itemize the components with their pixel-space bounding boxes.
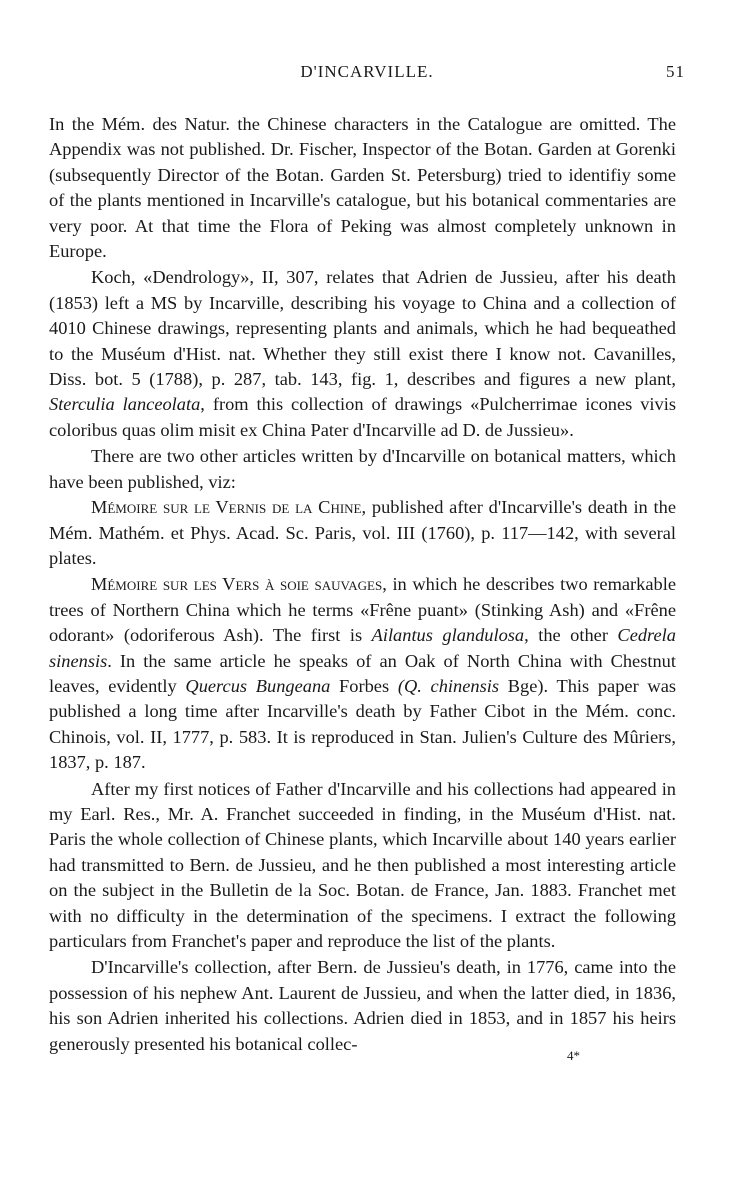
species-ailantus: Ailantus glandulosa: [371, 625, 525, 646]
paragraph-5-text-d: Forbes: [330, 675, 398, 696]
paragraph-5-text-c: . In the same article he speaks of an Oak of North China with Chestnut leaves, evidently: [49, 650, 676, 696]
paragraph-7: D'Incarville's collection, after Bern. de Jussieu's death, in 1776, came into the possession of his nephew Ant. Laurent de Jussieu, and when the latter died, in 1836, his son Adrien inherited his collections. Adrien died in 1853, and in 1857 his heirs generously presented his botanical collec-: [49, 957, 676, 1054]
paragraph-2: [49, 265, 676, 443]
paragraph-5-text-e: Bge). This paper was published a long time after Incarville's death by Father Cibot in the Mém. conc. Chinois, vol. II, 1777, p. 583. It is reproduced in Stan. Julien's Culture des Mûriers, 1837, p. 187.: [49, 675, 677, 773]
species-sterculia: Sterculia lanceolata: [49, 394, 201, 415]
paragraph-3: There are two other articles written by d'Incarville on botanical matters, which have been published, viz:: [49, 446, 676, 492]
memoire-vernis-title: Mémoire sur le Vernis de la Chine: [91, 497, 362, 518]
signature-mark: 4*: [567, 1048, 580, 1063]
species-quercus-bungeana: Quercus Bungeana: [185, 675, 331, 696]
memoire-vers-title: Mémoire sur les Vers à soie sauvages: [91, 574, 383, 595]
running-title-rest: NCARVILLE.: [324, 62, 434, 81]
paragraph-2-text-a: Koch, «Dendrology», II, 307, relates that Adrien de Jussieu, after his death (1853) left a MS by Incarville, describing his voyage to China and a collection of 4010 Chinese drawings, representing plants and animals, which he had bequeathed to the Muséum d'Hist. nat. Whether they still exist there I know not. Cavanilles, Diss. bot. 5 (1788), p. 287, tab. 143, fig. 1, describes and figures a new plant,: [49, 267, 676, 390]
running-title: [49, 62, 685, 82]
paragraph-5-text-a: , in which he describes two remarkable trees of Northern China which he terms «Frêne puant» (Stinking Ash) and «Frêne odorant» (odoriferous Ash). The first is: [49, 574, 676, 646]
running-header: [49, 62, 685, 88]
paragraph-5-text-b: , the other: [524, 625, 618, 646]
body-text: [49, 112, 676, 1057]
paragraph-6: After my first notices of Father d'Incarville and his collections had appeared in my Earl. Res., Mr. A. Franchet succeeded in finding, in the Muséum d'Hist. nat. Paris the whole collection of Chinese plants, which Incarville about 140 years earlier had transmitted to Bern. de Jussieu, and he then published a most interesting article on the subject in the Bulletin de la Soc. Botan. de France, Jan. 1883. Franchet met with no difficulty in the determination of the specimens. I extract the following particulars from Franchet's paper and reproduce the list of the plants.: [49, 778, 676, 951]
running-title-initial: D'I: [300, 62, 325, 81]
paragraph-4-text: , published after d'Incarville's death in the Mém. Mathém. et Phys. Acad. Sc. Paris, vol. III (1760), p. 117—142, with several plates.: [49, 497, 676, 568]
paragraph-5: [49, 572, 676, 775]
paragraph-4: [49, 495, 676, 571]
paragraph-2-text-b: , from this collection of drawings «Pulcherrimae icones vivis coloribus quas olim misit ex China Pater d'Incarville ad D. de Jussieu».: [49, 394, 676, 440]
species-cedrela: Cedrela sinensis: [49, 625, 676, 671]
page-number: 51: [666, 62, 685, 81]
species-quercus-chinensis: (Q. chinensis: [397, 675, 500, 696]
paragraph-1: In the Mém. des Natur. the Chinese characters in the Catalogue are omitted. The Appendix was not published. Dr. Fischer, Inspector of the Botan. Garden at Gorenki (subsequently Director of the Botan. Garden St. Petersburg) tried to identifiy some of the plants mentioned in Incarville's catalogue, but his botanical commentaries are very poor. At that time the Flora of Peking was almost completely unknown in Europe.: [49, 114, 676, 262]
